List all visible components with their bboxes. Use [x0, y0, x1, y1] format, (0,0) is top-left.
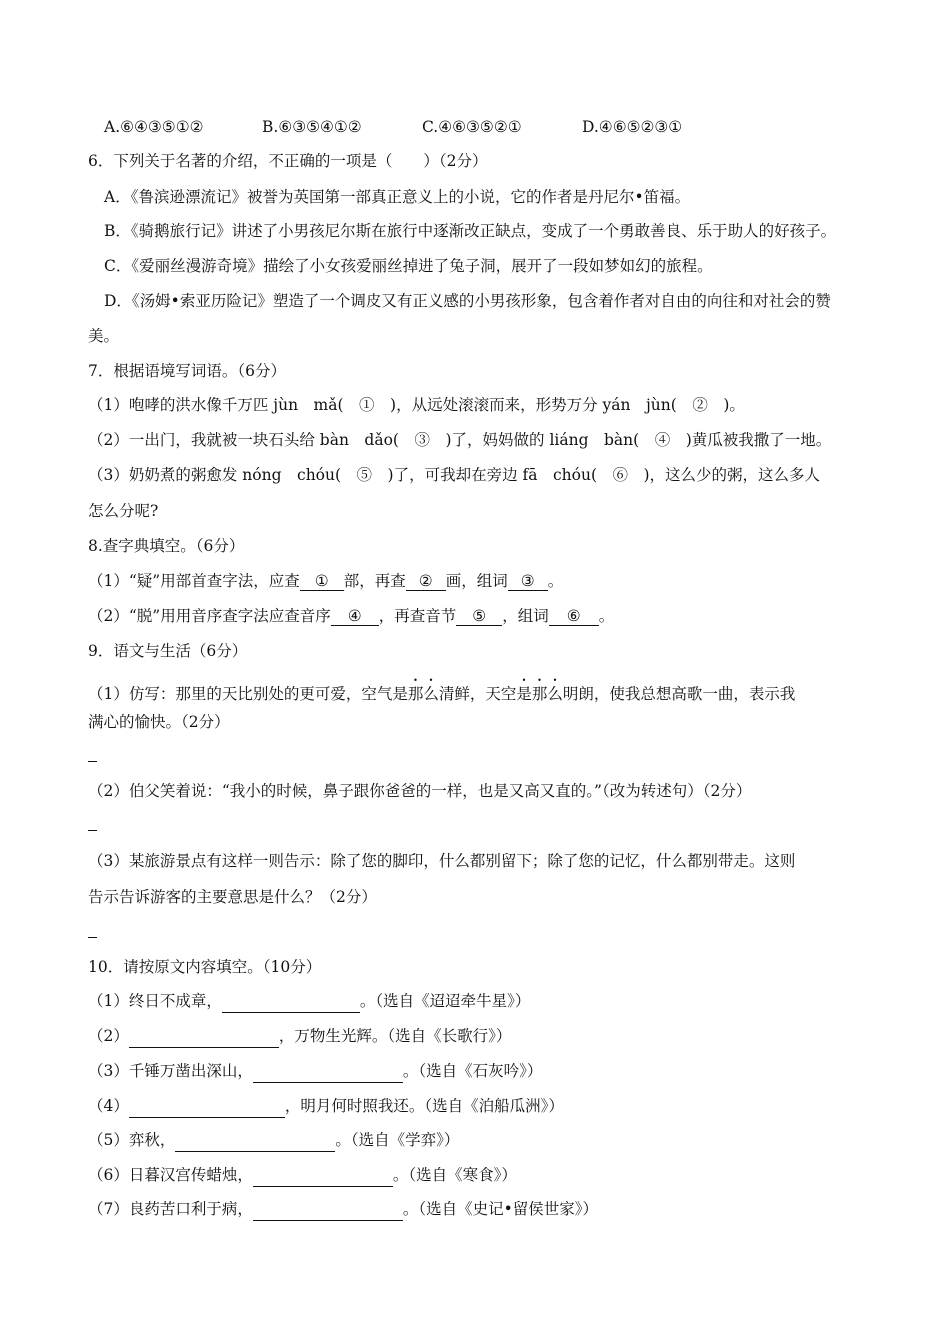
- q10-blank-6[interactable]: [253, 1164, 393, 1187]
- q7-sentence-3-cont: 怎么分呢?: [88, 502, 159, 520]
- q6-stem: 6．下列关于名著的介绍，不正确的一项是（ ）（2分）: [88, 152, 488, 170]
- q10-blank-4[interactable]: [129, 1095, 285, 1118]
- q10-item-1: （1）终日不成章， 。（选自《迢迢牵牛星》）: [88, 990, 530, 1013]
- q8-blank-3[interactable]: ③: [508, 572, 548, 591]
- q10-item-3: （3）千锤万凿出深山， 。（选自《石灰吟》）: [88, 1060, 542, 1083]
- q10-blank-5[interactable]: [175, 1129, 335, 1152]
- q6-option-a[interactable]: A．《鲁滨逊漂流记》被誉为英国第一部真正意义上的小说，它的作者是丹尼尔•笛福。: [104, 188, 691, 206]
- q9-answer-line-3[interactable]: [88, 937, 97, 938]
- q6-option-d[interactable]: D．《汤姆•索亚历险记》塑造了一个调皮又有正义感的小男孩形象，包含着作者对自由的向往和对社会的赞: [104, 292, 831, 310]
- q8-blank-2[interactable]: ②: [406, 572, 446, 591]
- q5-option-a[interactable]: A.⑥④③⑤①②: [104, 118, 204, 136]
- q8-sentence-2: （2）“脱”用用音序查字法应查音序 ④ ，再查音节 ⑤ ，组词 ⑥ 。: [88, 607, 615, 625]
- q10-item-4: （4） ，明月何时照我还。（选自《泊船瓜洲》）: [88, 1095, 564, 1118]
- q9-sentence-2: （2）伯父笑着说：“我小的时候，鼻子跟你爸爸的一样，也是又高又直的。”（改为转述句）（2分）: [88, 782, 752, 800]
- q9-sentence-3: （3）某旅游景点有这样一则告示：除了您的脚印，什么都别留下；除了您的记忆，什么都别带走。这则: [88, 852, 796, 870]
- q8-sentence-1: （1）“疑”用部首查字法，应查 ① 部，再查 ② 画，组词 ③ 。: [88, 572, 564, 590]
- q10-blank-3[interactable]: [253, 1060, 403, 1083]
- q10-stem: 10．请按原文内容填空。（10分）: [88, 958, 322, 976]
- emphasis-dotted-text: 那么: [407, 685, 439, 703]
- q8-blank-4[interactable]: ④: [331, 607, 379, 626]
- q6-option-c[interactable]: C．《爱丽丝漫游奇境》描绘了小女孩爱丽丝掉进了兔子洞，展开了一段如梦如幻的旅程。: [104, 257, 713, 275]
- q5-option-c[interactable]: C.④⑥③⑤②①: [422, 118, 522, 136]
- q9-stem: 9．语文与生活（6分）: [88, 642, 248, 660]
- q10-item-5: （5）弈秋， 。（选自《学弈》）: [88, 1129, 459, 1152]
- q9-sentence-1-cont: 满心的愉快。（2分）: [88, 713, 230, 731]
- q9-answer-line-1[interactable]: [88, 761, 97, 762]
- q7-sentence-2: （2）一出门，我就被一块石头给 bàn dǎo( ③ )了，妈妈做的 liáng bàn( ④ )黄瓜被我撒了一地。: [88, 431, 832, 449]
- q7-sentence-3: （3）奶奶煮的粥愈发 nóng chóu( ⑤ )了，可我却在旁边 fā chóu( ⑥ )，这么少的粥，这么多人: [88, 466, 821, 484]
- q7-stem: 7．根据语境写词语。（6分）: [88, 362, 286, 380]
- q6-option-b[interactable]: B．《骑鹅旅行记》讲述了小男孩尼尔斯在旅行中逐渐改正缺点，变成了一个勇敢善良、乐于助人的好孩子。: [104, 222, 837, 240]
- q9-answer-line-2[interactable]: [88, 830, 97, 831]
- q5-option-d[interactable]: D.④⑥⑤②③①: [582, 118, 683, 136]
- q9-sentence-3-cont: 告示告诉游客的主要意思是什么？（2分）: [88, 888, 377, 906]
- q10-item-7: （7）良药苦口利于病， 。（选自《史记•留侯世家》）: [88, 1198, 598, 1221]
- q10-item-2: （2） ，万物生光辉。（选自《长歌行》）: [88, 1025, 511, 1048]
- emphasis-dotted-text: 是那么: [516, 685, 563, 703]
- q5-option-b[interactable]: B.⑥③⑤④①②: [262, 118, 362, 136]
- q8-stem: 8.查字典填空。（6分）: [88, 537, 245, 555]
- q8-blank-5[interactable]: ⑤: [456, 607, 502, 626]
- q10-item-6: （6）日暮汉宫传蜡烛， 。（选自《寒食》）: [88, 1164, 517, 1187]
- q8-blank-1[interactable]: ①: [300, 572, 344, 591]
- q10-blank-2[interactable]: [129, 1025, 279, 1048]
- q10-blank-7[interactable]: [253, 1198, 403, 1221]
- q9-sentence-1: （1）仿写：那里的天比别处的更可爱，空气是那么清鲜，天空是那么明朗，使我总想高歌一曲，表示我: [88, 685, 796, 703]
- q5-options-row: [104, 116, 682, 138]
- q7-sentence-1: （1）咆哮的洪水像千万匹 jùn mǎ( ① )，从远处滚滚而来，形势万分 yán jùn( ② )。: [88, 396, 745, 414]
- q6-option-d-cont: 美。: [88, 327, 120, 345]
- q8-blank-6[interactable]: ⑥: [549, 607, 599, 626]
- q10-blank-1[interactable]: [222, 990, 360, 1013]
